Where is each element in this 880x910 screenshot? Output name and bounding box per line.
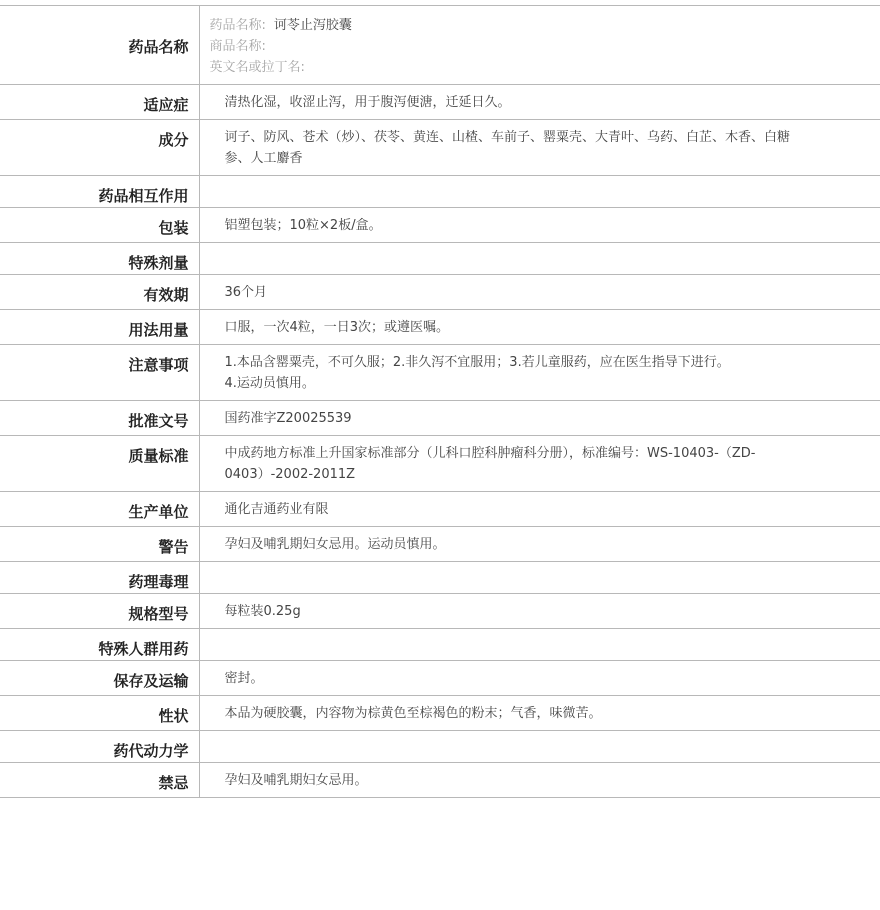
row-value-special-population [199, 629, 880, 661]
english-name-line [210, 57, 791, 78]
table-row-warning [0, 527, 880, 562]
row-label-precautions: 注意事项 [0, 345, 199, 401]
row-value-shelf-life: 36个月 [199, 275, 880, 310]
row-value-precautions [199, 345, 880, 401]
drug-name-label: 药品名称: [209, 18, 266, 33]
row-value-manufacturer: 通化吉通药业有限 [199, 492, 880, 527]
table-row-drug-name [0, 6, 880, 85]
row-value-usage: 口服，一次4粒，一日3次；或遵医嘱。 [199, 310, 880, 345]
drug-info-table [0, 5, 880, 798]
precautions-line-2: 4.运动员慎用。 [224, 376, 315, 391]
row-value-interactions [199, 176, 880, 208]
trade-name-line [210, 36, 791, 57]
english-name-label: 英文名或拉丁名: [209, 60, 305, 75]
row-value-indication: 清热化湿，收涩止泻，用于腹泻便溏，迁延日久。 [199, 85, 880, 120]
row-label-indication: 适应症 [0, 85, 199, 120]
row-value-specification: 每粒装0.25g [199, 594, 880, 629]
precautions-line-1: 1.本品含罂粟壳，不可久服；2.非久泻不宜服用；3.若儿童服药，应在医生指导下进行。 [224, 355, 730, 370]
row-label-specification: 规格型号 [0, 594, 199, 629]
table-row-contraindications [0, 763, 880, 798]
table-row-special-dosage [0, 243, 880, 275]
table-row-approval [0, 401, 880, 436]
row-label-special-population: 特殊人群用药 [0, 629, 199, 661]
row-value-ingredients: 诃子、防风、苍术（炒）、茯苓、黄连、山楂、车前子、罂粟壳、大青叶、乌药、白芷、木香、白糖参、人工麝香 [199, 120, 880, 176]
row-label-storage: 保存及运输 [0, 661, 199, 696]
row-label-approval: 批准文号 [0, 401, 199, 436]
table-row-quality-standard [0, 436, 880, 492]
table-row-interactions [0, 176, 880, 208]
table-row-usage [0, 310, 880, 345]
row-value-appearance: 本品为硬胶囊，内容物为棕黄色至棕褐色的粉末；气香，味微苦。 [199, 696, 880, 731]
table-row-appearance [0, 696, 880, 731]
row-label-special-dosage: 特殊剂量 [0, 243, 199, 275]
row-label-usage: 用法用量 [0, 310, 199, 345]
table-row-packaging [0, 208, 880, 243]
trade-name-label: 商品名称: [209, 39, 266, 54]
drug-name-line [210, 15, 791, 36]
table-row-specification [0, 594, 880, 629]
row-label-packaging: 包装 [0, 208, 199, 243]
table-row-toxicology [0, 562, 880, 594]
row-value-storage: 密封。 [199, 661, 880, 696]
row-value-packaging: 铝塑包装；10粒×2板/盒。 [199, 208, 880, 243]
row-label-warning: 警告 [0, 527, 199, 562]
row-label-pharmacokinetics: 药代动力学 [0, 731, 199, 763]
table-row-manufacturer [0, 492, 880, 527]
row-value-warning: 孕妇及哺乳期妇女忌用。运动员慎用。 [199, 527, 880, 562]
table-row-pharmacokinetics [0, 731, 880, 763]
table-row-special-population [0, 629, 880, 661]
row-value-approval: 国药准字Z20025539 [199, 401, 880, 436]
row-label-quality-standard: 质量标准 [0, 436, 199, 492]
row-label-shelf-life: 有效期 [0, 275, 199, 310]
row-label-appearance: 性状 [0, 696, 199, 731]
table-row-indication [0, 85, 880, 120]
row-label-drug-name: 药品名称 [0, 6, 199, 85]
row-value-pharmacokinetics [199, 731, 880, 763]
drug-name-value: 诃苓止泻胶囊 [273, 18, 352, 33]
table-row-precautions [0, 345, 880, 401]
table-row-ingredients [0, 120, 880, 176]
drug-name-block [199, 6, 880, 85]
row-label-contraindications: 禁忌 [0, 763, 199, 798]
row-label-toxicology: 药理毒理 [0, 562, 199, 594]
row-label-interactions: 药品相互作用 [0, 176, 199, 208]
table-row-shelf-life [0, 275, 880, 310]
row-value-contraindications: 孕妇及哺乳期妇女忌用。 [199, 763, 880, 798]
row-label-manufacturer: 生产单位 [0, 492, 199, 527]
row-label-ingredients: 成分 [0, 120, 199, 176]
row-value-toxicology [199, 562, 880, 594]
row-value-special-dosage [199, 243, 880, 275]
table-row-storage [0, 661, 880, 696]
row-value-quality-standard: 中成药地方标准上升国家标准部分（儿科口腔科肿瘤科分册），标准编号：WS-10403-（ZD-0403）-2002-2011Z [199, 436, 880, 492]
